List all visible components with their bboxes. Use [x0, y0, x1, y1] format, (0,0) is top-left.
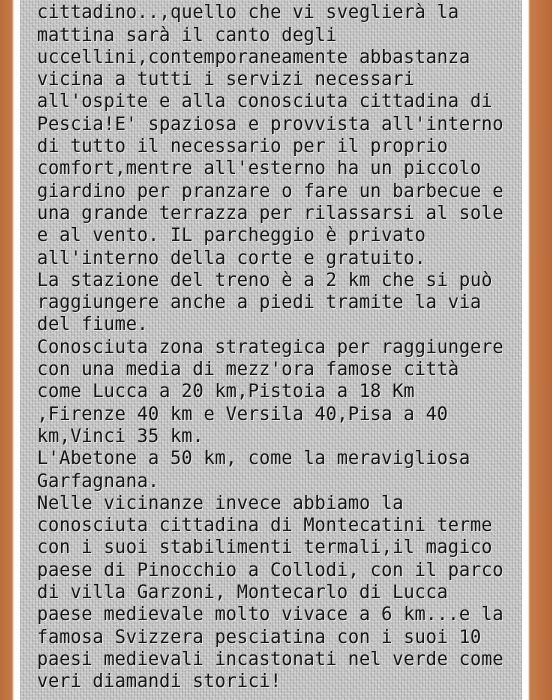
text-line: Conosciuta zona strategica per raggiungere — [37, 336, 504, 358]
text-line: Nelle vicinanze invece abbiamo la — [37, 492, 404, 514]
left-frame-border — [0, 0, 20, 700]
text-line: ,Firenze 40 km e Versila 40,Pisa a 40 — [37, 403, 448, 425]
text-line: km,Vinci 35 km. — [37, 425, 204, 447]
text-line: con una media di mezz'ora famose città — [37, 359, 460, 381]
text-line: all'interno della corte e gratuito. — [37, 247, 426, 269]
text-line: famosa Svizzera pesciatina con i suoi 10 — [37, 626, 482, 648]
text-line: uccellini,contemporaneamente abbastanza — [37, 46, 471, 68]
text-line: cittadino..,quello che vi sveglierà la — [37, 2, 460, 24]
text-line: raggiungere anche a piedi tramite la via — [37, 292, 482, 314]
text-line: La stazione del treno è a 2 km che si può — [37, 269, 493, 291]
description-text — [37, 0, 522, 694]
text-line: del fiume. — [37, 314, 149, 336]
text-line: veri diamandi storici! — [37, 671, 282, 693]
text-line: come Lucca a 20 km,Pistoia a 18 Km — [37, 381, 415, 403]
text-line: di tutto il necessario per il proprio — [37, 136, 448, 158]
text-line: Pescia!E' spaziosa e provvista all'interno — [37, 113, 504, 135]
text-line: L'Abetone a 50 km, come la meravigliosa — [37, 448, 471, 470]
right-frame-border — [522, 0, 552, 700]
text-line: mattina sarà il canto degli — [37, 24, 337, 46]
text-line: conosciuta cittadina di Montecatini terme — [37, 515, 493, 537]
text-line: una grande terrazza per rilassarsi al sole — [37, 202, 504, 224]
text-line: paese di Pinocchio a Collodi, con il parco — [37, 559, 504, 581]
text-line: Garfagnana. — [37, 470, 160, 492]
text-line: e al vento. IL parcheggio è privato — [37, 225, 426, 247]
text-line: all'ospite e alla conosciuta cittadina di — [37, 91, 493, 113]
text-line: comfort,mentre all'esterno ha un piccolo — [37, 158, 482, 180]
text-line: vicina a tutti i servizi necessari — [37, 69, 415, 91]
text-line: paesi medievali incastonati nel verde come — [37, 648, 504, 670]
text-line: giardino per pranzare o fare un barbecue e — [37, 180, 504, 202]
text-line: di villa Garzoni, Montecarlo di Lucca — [37, 582, 448, 604]
text-line: paese medievale molto vivace a 6 km...e la — [37, 604, 504, 626]
text-line: con i suoi stabilimenti termali,il magico — [37, 537, 493, 559]
